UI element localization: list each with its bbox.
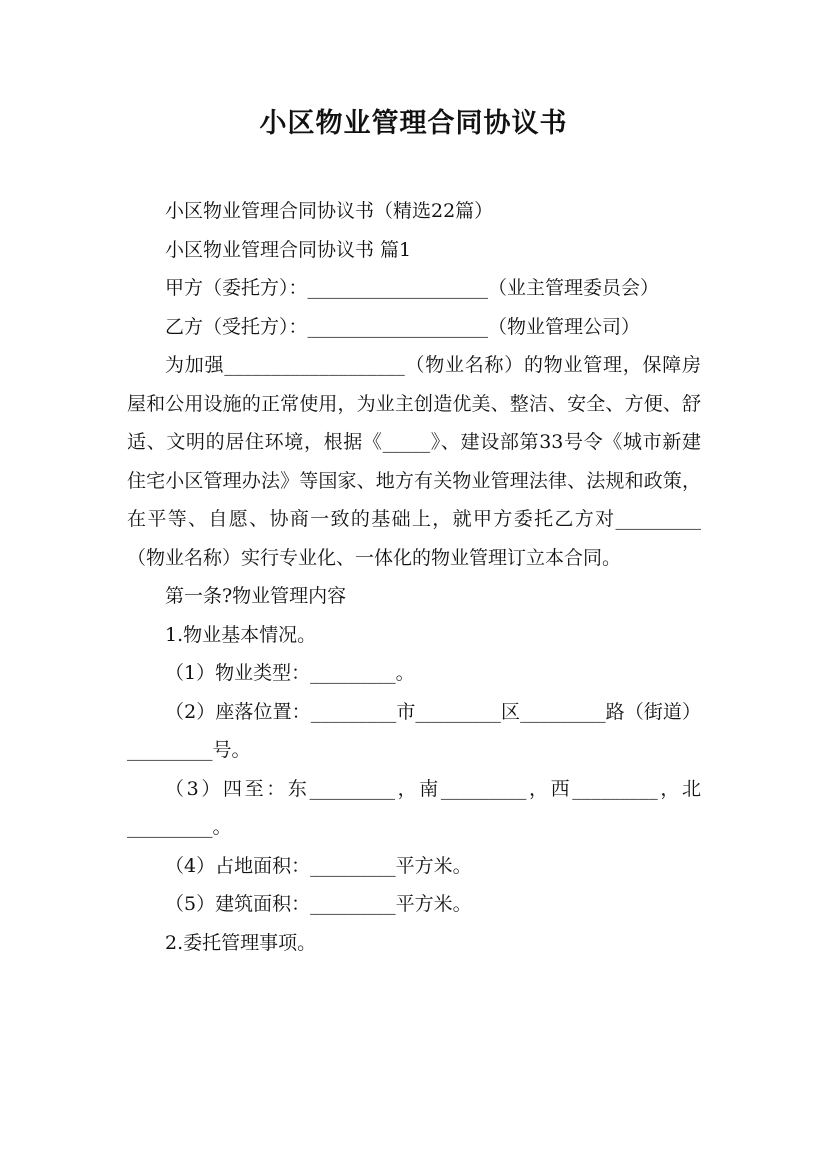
paragraph-preamble: 为加强___________________（物业名称）的物业管理，保障房屋和公用设施的正常使用，为业主创造优美、整洁、安全、方便、舒适、文明的居住环境，根据《_____》、建设部第33号令《城市新建住宅小区管理办法》等国家、地方有关物业管理法律、法规和政策，在平等、自愿、协商一致的基础上，就甲方委托乙方对_________（物业名称）实行专业化、一体化的物业管理订立本合同。	[127, 354, 701, 569]
document-body	[127, 192, 701, 962]
paragraph-item-1: 1.物业基本情况。	[165, 623, 317, 646]
paragraph-property-type: （1）物业类型：_________。	[165, 662, 415, 684]
paragraph-subtitle: 小区物业管理合同协议书（精选22篇）	[165, 200, 494, 222]
paragraph-building-area: （5）建筑面积：_________平方米。	[165, 893, 472, 915]
paragraph-boundaries: （3）四至：东_________，南_________，西_________，北_________。	[127, 777, 701, 838]
paragraph-party-a: 甲方（委托方）：___________________（业主管理委员会）	[165, 277, 660, 299]
paragraph-section-heading: 小区物业管理合同协议书 篇1	[165, 238, 412, 261]
document-title: 小区物业管理合同协议书	[259, 108, 568, 139]
paragraph-party-b: 乙方（受托方）：___________________（物业管理公司）	[165, 315, 641, 338]
paragraph-land-area: （4）占地面积：_________平方米。	[165, 854, 472, 877]
paragraph-item-2: 2.委托管理事项。	[165, 931, 317, 954]
paragraph-article-1-heading: 第一条?物业管理内容	[165, 585, 347, 607]
paragraph-location: （2）座落位置：_________市_________区_________路（街道）_________号。	[127, 700, 701, 761]
